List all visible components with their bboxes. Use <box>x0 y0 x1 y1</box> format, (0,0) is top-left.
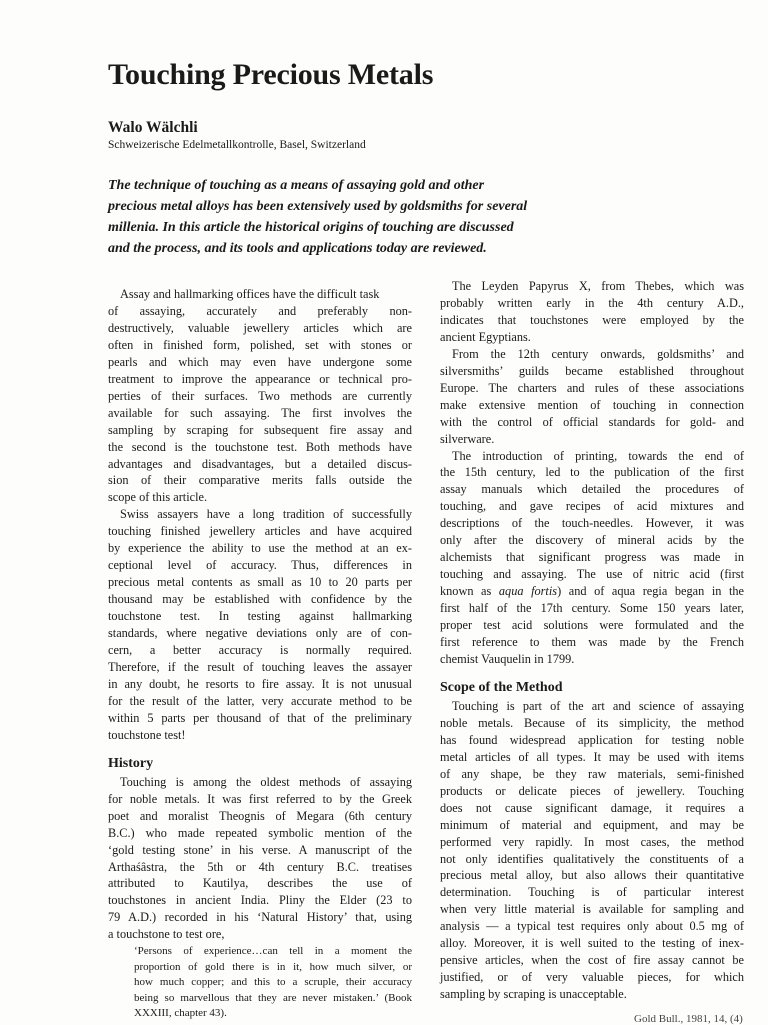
text-line: minimum of material and equipment, and may be <box>440 817 744 832</box>
text-line: sampling by scraping for subsequent fire assay and <box>108 422 412 437</box>
text-line: precious metal alloy, but also allows their quantitative <box>440 868 744 883</box>
text-line: The introduction of printing, towards the end of <box>452 448 744 463</box>
text-line: 79 A.D.) recorded in his ‘Natural History’ that, using <box>108 910 412 925</box>
guilds-paragraph <box>440 346 744 448</box>
abstract <box>108 175 578 259</box>
text-line: within 5 parts per thousand of that of the preliminary <box>108 710 412 725</box>
text-line: for the result of the latter, very accurate method to be <box>108 693 412 708</box>
text-line: for noble metals. It was first referred to by the Greek <box>108 791 412 806</box>
text-line: touchstone test! <box>108 727 186 742</box>
history-heading: History <box>108 755 154 771</box>
text-fragment: ) and of aqua regia began in the <box>557 584 745 599</box>
author-name: Walo Wälchli <box>108 119 198 136</box>
text-line: ceptional level of accuracy. Thus, differences in <box>108 558 412 573</box>
text-line: pearls and which may even have undergone some <box>108 354 412 369</box>
text-line: Arthaśâstra, the 5th or 4th century B.C. treatises <box>108 859 412 874</box>
text-line: by experience the ability to use the method at an ex- <box>108 541 412 556</box>
text-line: advantages and disadvantages, but a detailed discus- <box>108 456 412 471</box>
text-line: not only identifies qualitatively the constituents of a <box>440 851 744 866</box>
left-column <box>108 286 412 1022</box>
quote-line: being so marvellous that they are never mistaken.’ (Book <box>134 991 412 1004</box>
text-line: proper test acid solutions were formulated and the <box>440 618 744 633</box>
text-line: Assay and hallmarking offices have the difficult task <box>120 287 380 301</box>
text-line: cern, a better accuracy is normally required. <box>108 643 412 658</box>
text-line: often in finished form, polished, set with stones or <box>108 337 412 352</box>
text-line: Touching is among the oldest methods of assaying <box>120 774 412 789</box>
leyden-paragraph <box>440 278 744 346</box>
text-line: indicates that touchstones were employed by the <box>440 312 744 327</box>
pliny-quote <box>134 944 412 1022</box>
text-line: alchemists that significant progress was made in <box>440 550 744 565</box>
text-line: justified, or of very valuable pieces, for which <box>440 970 744 985</box>
text-line: Therefore, if the result of touching leaves the assayer <box>108 659 412 674</box>
text-line: with the control of official standards for gold- and <box>440 414 744 429</box>
history-paragraph <box>108 774 412 944</box>
abstract-line: The technique of touching as a means of assaying gold and other <box>108 178 485 193</box>
quote-line: proportion of gold there is in it, how much silver, or <box>134 960 412 973</box>
text-line: of any shape, be they raw materials, semi-finished <box>440 766 744 781</box>
text-line: sampling by scraping is unacceptable. <box>440 987 627 1002</box>
quote-line: XXXIII, chapter 43). <box>134 1007 227 1020</box>
text-line: Swiss assayers have a long tradition of successfully <box>120 507 412 522</box>
text-line: make extensive mention of touching in connection <box>440 397 744 412</box>
text-line: touchstones in ancient India. Pliny the Elder (23 to <box>108 893 412 908</box>
text-line: touching finished jewellery articles and have acquired <box>108 524 412 539</box>
text-line: assay manuals which detailed the procedures of <box>440 482 744 497</box>
text-line: scope of this article. <box>108 490 208 505</box>
text-line: Touching is part of the art and science of assaying <box>452 698 744 713</box>
text-line: of assaying, accurately and preferably non- <box>108 303 412 318</box>
text-line: ancient Egyptians. <box>440 329 531 344</box>
text-line: available for such assaying. The first involves the <box>108 405 412 420</box>
author-affiliation: Schweizerische Edelmetallkontrolle, Basel, Switzerland <box>108 139 366 151</box>
text-line: products or delicate pieces of jewellery. Touching <box>440 783 744 798</box>
text-line: The Leyden Papyrus X, from Thebes, which was <box>452 279 744 293</box>
text-line: alloy. Moreover, it is well suited to the testing of inex- <box>440 936 744 951</box>
text-line: does not cause significant damage, it requires a <box>440 800 744 815</box>
text-line: silverware. <box>440 431 495 446</box>
text-line: ‘gold testing stone’ in his verse. A manuscript of the <box>108 842 412 857</box>
text-line: first reference to them was made by the French <box>440 635 744 650</box>
text-line: first half of the 17th century. Some 150 years later, <box>440 601 744 616</box>
text-line: the second is the touchstone test. Both methods have <box>108 439 412 454</box>
journal-citation: Gold Bull., 1981, 14, (4) <box>634 1013 743 1025</box>
abstract-line: precious metal alloys has been extensively used by goldsmiths for several <box>108 199 528 214</box>
text-line: From the 12th century onwards, goldsmiths’ and <box>452 346 744 361</box>
text-line: touching, and gave recipes of acid mixtures and <box>440 499 744 514</box>
text-line: a touchstone to test ore, <box>108 927 225 942</box>
text-fragment: known as <box>440 584 499 599</box>
article-title: Touching Precious Metals <box>108 58 434 91</box>
text-line: when very little material is available for sampling and <box>440 902 744 917</box>
intro-paragraph <box>108 286 412 506</box>
text-line: perties of their surfaces. Two methods are currently <box>108 388 412 403</box>
text-line: attributed to Kautilya, describes the use of <box>108 876 412 891</box>
text-line: thousand may be established with confidence by the <box>108 592 412 607</box>
text-line: chemist Vauquelin in 1799. <box>440 651 575 666</box>
quote-line: ‘Persons of experience…can tell in a moment the <box>134 945 412 958</box>
text-line: descriptions of the touch-needles. However, it was <box>440 516 744 531</box>
text-line: sion of their comparative merits falls outside the <box>108 473 412 488</box>
text-line: precious metal contents as small as 10 to 20 parts per <box>108 575 412 590</box>
scope-paragraph <box>440 698 744 1003</box>
text-line: determination. Touching is of particular interest <box>440 885 744 900</box>
swiss-paragraph <box>108 506 412 743</box>
abstract-line: millenia. In this article the historical origins of touching are discussed <box>108 220 514 235</box>
text-line: Europe. The charters and rules of these associations <box>440 380 744 395</box>
text-line: poet and moralist Theognis of Megara (6th century <box>108 808 412 823</box>
text-line: in any doubt, he resorts to fire assay. It is not unusual <box>108 676 412 691</box>
scope-heading: Scope of the Method <box>440 679 563 695</box>
text-line: B.C.) who made repeated symbolic mention of the <box>108 825 412 840</box>
text-line: has found widespread application for testing noble <box>440 732 744 747</box>
abstract-line: and the process, and its tools and applications today are reviewed. <box>108 241 487 256</box>
printing-paragraph <box>440 448 744 668</box>
text-line: analysis — a typical test requires only about 0.5 mg of <box>440 919 744 934</box>
text-line: the 15th century, led to the publication of the first <box>440 465 744 480</box>
text-line: performed very rapidly. In most cases, the method <box>440 834 744 849</box>
text-line: metal articles of all types. It may be used with items <box>440 749 744 764</box>
text-line: noble metals. Because of its simplicity, the method <box>440 715 744 730</box>
aqua-fortis-term: aqua fortis <box>498 584 558 599</box>
text-line: silversmiths’ guilds became established throughout <box>440 363 744 378</box>
text-line: destructively, valuable jewellery articles which are <box>108 320 412 335</box>
quote-line: how much copper; and this to a scruple, their accuracy <box>134 976 412 989</box>
text-line: touching and assaying. The use of nitric acid (first <box>440 567 744 582</box>
text-line: treatment to improve the appearance or technical pro- <box>108 371 412 386</box>
text-line: standards, where negative deviations only are of con- <box>108 626 412 641</box>
right-column <box>440 278 744 1003</box>
text-line: pensive articles, when the cost of fire assay cannot be <box>440 953 744 968</box>
text-line <box>440 583 744 600</box>
text-line: only after the discovery of mineral acids by the <box>440 533 744 548</box>
text-line: probably written early in the 4th century A.D., <box>440 295 744 310</box>
text-line: touchstone test. In testing against hallmarking <box>108 609 412 624</box>
